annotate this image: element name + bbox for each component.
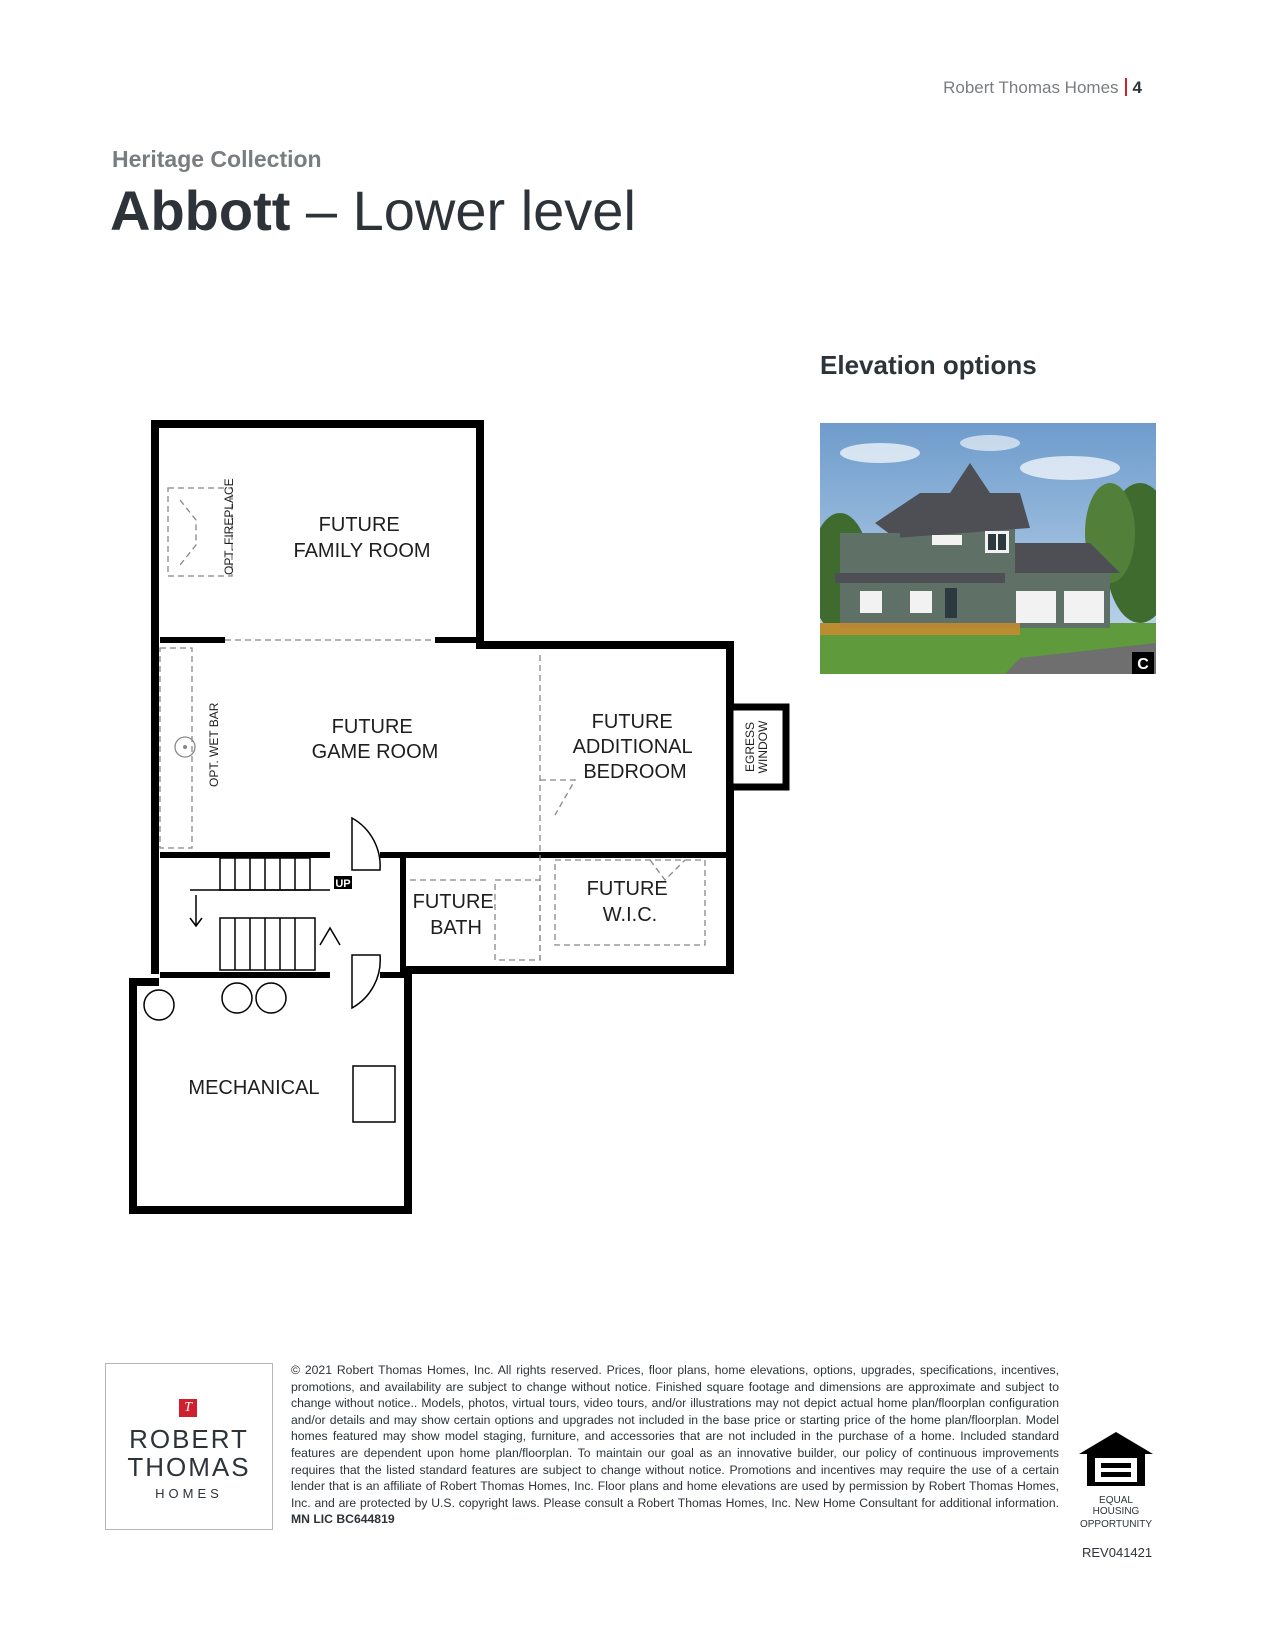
eho-line2: OPPORTUNITY (1079, 1519, 1153, 1530)
brand-name: Robert Thomas Homes (943, 78, 1119, 97)
legal-disclaimer (291, 1362, 1059, 1528)
egress-label-line1: EGRESS (743, 721, 757, 773)
elevation-badge-label: C (1137, 656, 1149, 673)
eho-line1: EQUAL HOUSING (1092, 1495, 1140, 1517)
elevation-heading: Elevation options (820, 350, 1037, 380)
stairs (190, 858, 330, 970)
logo-text-thomas: THOMAS (127, 1452, 251, 1482)
license-number: MN LIC BC644819 (291, 1512, 395, 1527)
stairs-up-label: UP (335, 878, 351, 890)
equal-housing-logo (1076, 1430, 1156, 1530)
family-room-label: FUTURE FAMILY ROOM (293, 514, 431, 562)
opt-wet-bar-label: OPT. WET BAR (207, 702, 221, 787)
egress-label-line2: WINDOW (756, 720, 770, 774)
logo-text-robert: ROBERT (129, 1424, 249, 1454)
game-room-label: FUTURE GAME ROOM (311, 716, 439, 763)
company-logo (105, 1363, 273, 1530)
logo-mark: T (179, 1399, 197, 1417)
logo-text-homes: HOMES (155, 1486, 223, 1501)
wic-label: FUTURE W.I.C. (586, 878, 668, 926)
bath-label: FUTURE BATH (412, 891, 494, 939)
page-number: 4 (1132, 78, 1142, 97)
door-swings (320, 818, 380, 1008)
opt-fireplace-label: OPT. FIREPLACE (222, 478, 236, 575)
equal-housing-icon (1077, 1430, 1155, 1488)
plan-name: Abbott (110, 179, 291, 242)
revision-code: REV041421 (1082, 1545, 1153, 1560)
disclaimer-text: © 2021 Robert Thomas Homes, Inc. All rights reserved. Prices, floor plans, home elevations, options, upgrades, specifications, incentives, promotions, and availability are subject to change without notice. Finished square footage and dimensions are approximate and subject to change without notice.. Models, photos, virtual tours, video tours, and/or illustrations may not depict actual home plan/floorplan configuration and/or details and may show certain options and upgrades not included in the base price or starting price of the home plan/floorplan. Model homes featured may show model staging, furniture, and accessories that are not included in the purchase of a home. Included standard features are dependent upon home plan/floorplan. To maintain our goal as an innovative builder, our policy of continuous improvements requires that the listed standard features are subject to change without notice. Promotions and incentives may require the use of a certain lender that is an affiliate of Robert Thomas Homes, Inc. Floor plans and home elevations are used by permission by Robert Thomas Homes, Inc. and are protected by U.S. copyright laws. Please consult a Robert Thomas Homes, Inc. New Home Consultant for additional information. (291, 1363, 1059, 1510)
level-name: Lower level (352, 179, 636, 242)
mechanical-label: MECHANICAL (188, 1077, 320, 1099)
bedroom-label: FUTURE ADDITIONAL BEDROOM (572, 711, 692, 783)
title-dash: – (305, 179, 338, 242)
collection-name: Heritage Collection (112, 146, 322, 172)
